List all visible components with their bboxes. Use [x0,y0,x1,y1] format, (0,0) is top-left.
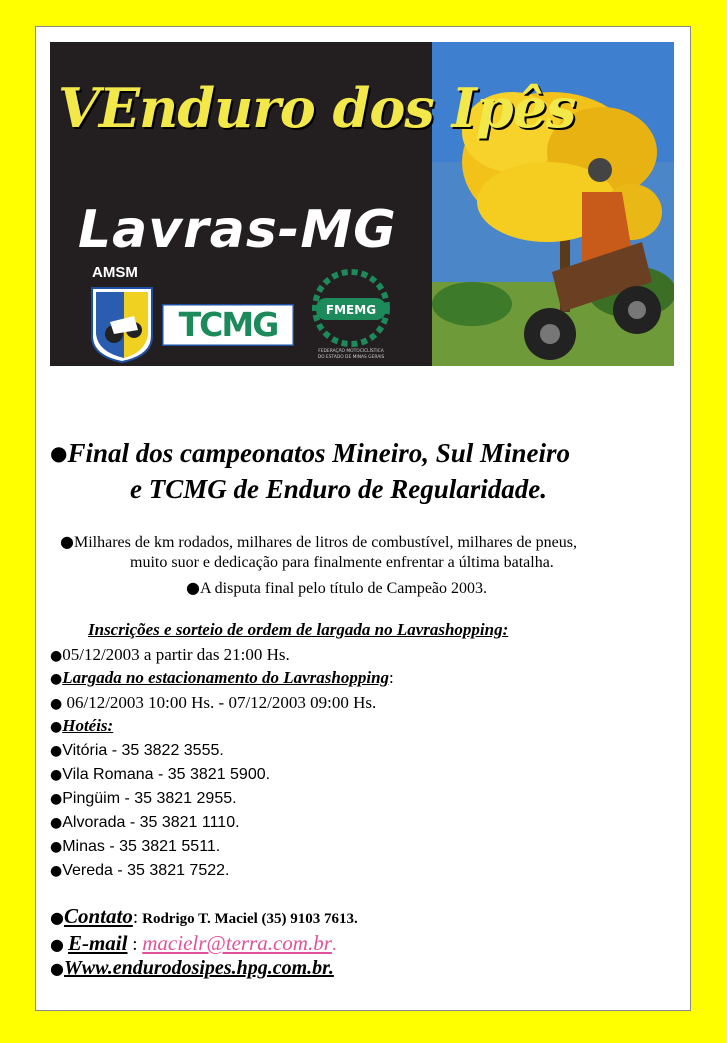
email-label: E-mail [67,931,128,955]
intro-line-3 [186,578,487,598]
start-heading: Largada no estacionamento do Lavrashopping [62,668,390,687]
hotel-item [50,838,220,856]
bullet: ● [60,532,74,551]
tcmg-logo-text: TCMG [178,305,278,344]
bullet: ● [50,648,63,664]
start-heading-line [50,668,394,688]
email-end: . [331,934,337,955]
bullet: ● [50,908,64,927]
registration-heading: Inscrições e sorteio de ordem de largada no Lavrashopping: [88,620,509,639]
fmemg-laurel-logo [306,268,396,362]
bullet: ● [50,767,63,783]
contact-colon: : [132,907,139,928]
event-title: VEnduro dos Ipês [58,76,576,140]
hotel-text: Vitória - 35 3822 3555. [62,742,224,759]
bullet: ● [50,696,63,712]
bullet: ● [50,863,63,879]
bullet: ● [50,791,63,807]
registration-date: 05/12/2003 a partir das 21:00 Hs. [62,645,290,664]
website-link[interactable]: Www.endurodosipes.hpg.com.br. [63,957,334,979]
hotel-item [50,742,224,760]
contact-line [50,904,358,929]
intro-text-3: A disputa final pelo título de Campeão 2003. [199,580,488,597]
start-dates: 06/12/2003 10:00 Hs. - 07/12/2003 09:00 Hs. [62,693,377,712]
hotel-text: Alvorada - 35 3821 1110. [62,814,240,831]
hotel-text: Minas - 35 3821 5511. [62,838,221,855]
intro-line-2: muito suor e dedicação para finalmente enfrentar a última batalha. [130,554,554,571]
hotels-heading: Hotéis: [62,716,114,735]
fmemg-caption-2: DO ESTADO DE MINAS GERAIS [317,355,385,360]
hotel-item [50,766,270,784]
intro-line-1 [60,532,577,552]
bullet: ● [50,719,63,735]
event-banner [50,42,674,366]
contact-value: Rodrigo T. Maciel (35) 9103 7613. [142,911,358,927]
hotel-text: Vereda - 35 3821 7522. [62,862,230,879]
registration-date-line [50,645,290,665]
hotel-item [50,790,237,808]
start-dates-line [50,693,376,713]
amsm-shield-logo [90,286,154,364]
bullet: ● [50,441,68,465]
headline-line-1 [50,438,570,469]
headline-text-1: Final dos campeonatos Mineiro, Sul Mineiro [67,438,571,468]
intro-text-1: Milhares de km rodados, milhares de litros de combustível, milhares de pneus, [73,534,577,551]
bullet: ● [50,671,63,687]
event-city: Lavras-MG [78,200,397,260]
bullet: ● [50,839,63,855]
hotels-heading-line [50,716,113,736]
email-link[interactable]: macielr@terra.com.br [142,931,332,955]
start-colon: : [389,668,394,687]
tcmg-logo [162,304,294,346]
amsm-label: AMSM [92,264,138,281]
fmemg-caption-1: FEDERAÇÃO MOTOCICLÍSTICA [318,349,384,354]
hotel-item [50,862,229,880]
email-separator: : [127,934,143,955]
contact-label: Contato [63,904,133,928]
bullet: ● [50,935,64,954]
fmemg-logo-text: FMEMG [325,303,377,317]
hotel-item [50,814,240,832]
email-line [50,931,337,956]
bullet: ● [50,959,64,978]
hotel-text: Vila Romana - 35 3821 5900. [62,766,271,783]
hotel-text: Pingüim - 35 3821 2955. [62,790,237,807]
headline-line-2: e TCMG de Enduro de Regularidade. [130,474,548,504]
bullet: ● [186,578,200,597]
website-line [50,957,334,980]
bullet: ● [50,815,63,831]
bullet: ● [50,743,63,759]
